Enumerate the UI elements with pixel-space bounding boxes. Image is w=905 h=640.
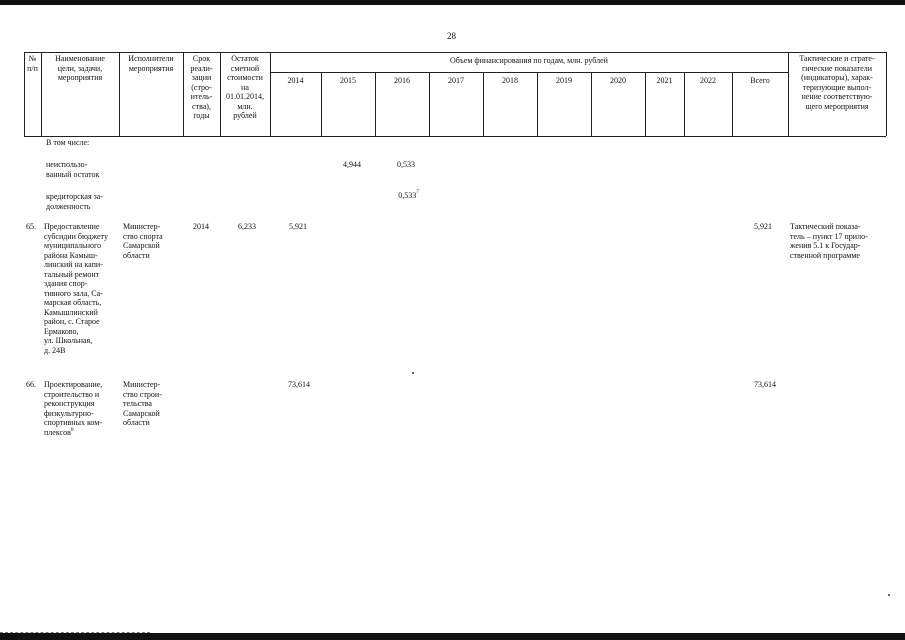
top-border	[0, 0, 905, 5]
unused-2015: 4,944	[343, 160, 361, 169]
header-year: 2014	[287, 76, 304, 85]
row65-executor: Министер- ство спорта Самарской области	[123, 222, 163, 260]
header-total: Всего	[750, 76, 770, 85]
footnote-mark: 7	[416, 189, 419, 195]
header-year: 2016	[394, 76, 410, 85]
header-term: Срок реали- зации (стро- итель- ства), годы	[190, 54, 213, 120]
row65-term: 2014	[193, 222, 209, 231]
header-year: 2015	[340, 76, 356, 85]
header-year: 2018	[502, 76, 518, 85]
footnote-mark: 8	[70, 426, 74, 433]
header-year: 2021	[656, 76, 673, 85]
col-divider	[886, 52, 887, 136]
row65-name: Предоставление субсидии бюджету муниципального района Камыш- линский на капи- тальный ремонт здания спор- тивного зала, Са- марская область, Камышлинский район, с. Старое Ермаково, ул. Школьная, д. 24В	[44, 222, 108, 355]
row65-indicator: Тактический показа- тель – пункт 17 прило- жения 5.1 к Государ- ственной программе	[790, 222, 868, 260]
header-name: Наименование цели, задачи, мероприятия	[55, 54, 105, 82]
row66-2014: 73,614	[288, 380, 310, 389]
row65-total: 5,921	[754, 222, 772, 231]
header-year: 2022	[700, 76, 716, 85]
header-indicators: Тактические и страте- гические показатели (индикаторы), харак- теризующие выпол- нение соответствую- щего мероприятия	[799, 54, 875, 111]
header-executors: Исполнители мероприятия	[128, 54, 174, 73]
row66-total: 73,614	[754, 380, 776, 389]
row-number: 65.	[26, 222, 36, 231]
including-label: В том числе:	[46, 138, 90, 147]
header-remainder: Остаток сметной стоимости на 01.01.2014, млн. рублей	[226, 54, 264, 120]
payable-2016: 0,533$^7$	[398, 189, 419, 200]
row66-executor: Министер- ство строи- тельства Самарской области	[123, 380, 162, 427]
header-year: 2019	[556, 76, 572, 85]
scan-speck	[888, 594, 890, 596]
header-num: № п/п	[27, 54, 38, 73]
header-top-rule	[24, 52, 886, 53]
row66-name: Проектирование, строительство и реконструкция физкультурно- спортивных ком- плексов$^8$	[44, 380, 103, 437]
unused-2016: 0,533	[397, 160, 415, 169]
scan-speck	[412, 372, 414, 374]
header-year: 2020	[610, 76, 626, 85]
header-year: 2017	[448, 76, 464, 85]
row65-2014: 5,921	[289, 222, 307, 231]
payable-label: кредиторская за- долженность	[46, 192, 103, 211]
page-number: 28	[447, 31, 456, 41]
row65-remainder: 6,233	[238, 222, 256, 231]
row-number: 66.	[26, 380, 36, 389]
unused-label: неиспользо- ванный остаток	[46, 160, 100, 179]
header-bottom-rule	[24, 136, 886, 137]
bottom-border	[0, 633, 905, 640]
header-financing: Объем финансирования по годам, млн. рублей	[450, 56, 608, 65]
header-years-rule	[270, 72, 788, 73]
